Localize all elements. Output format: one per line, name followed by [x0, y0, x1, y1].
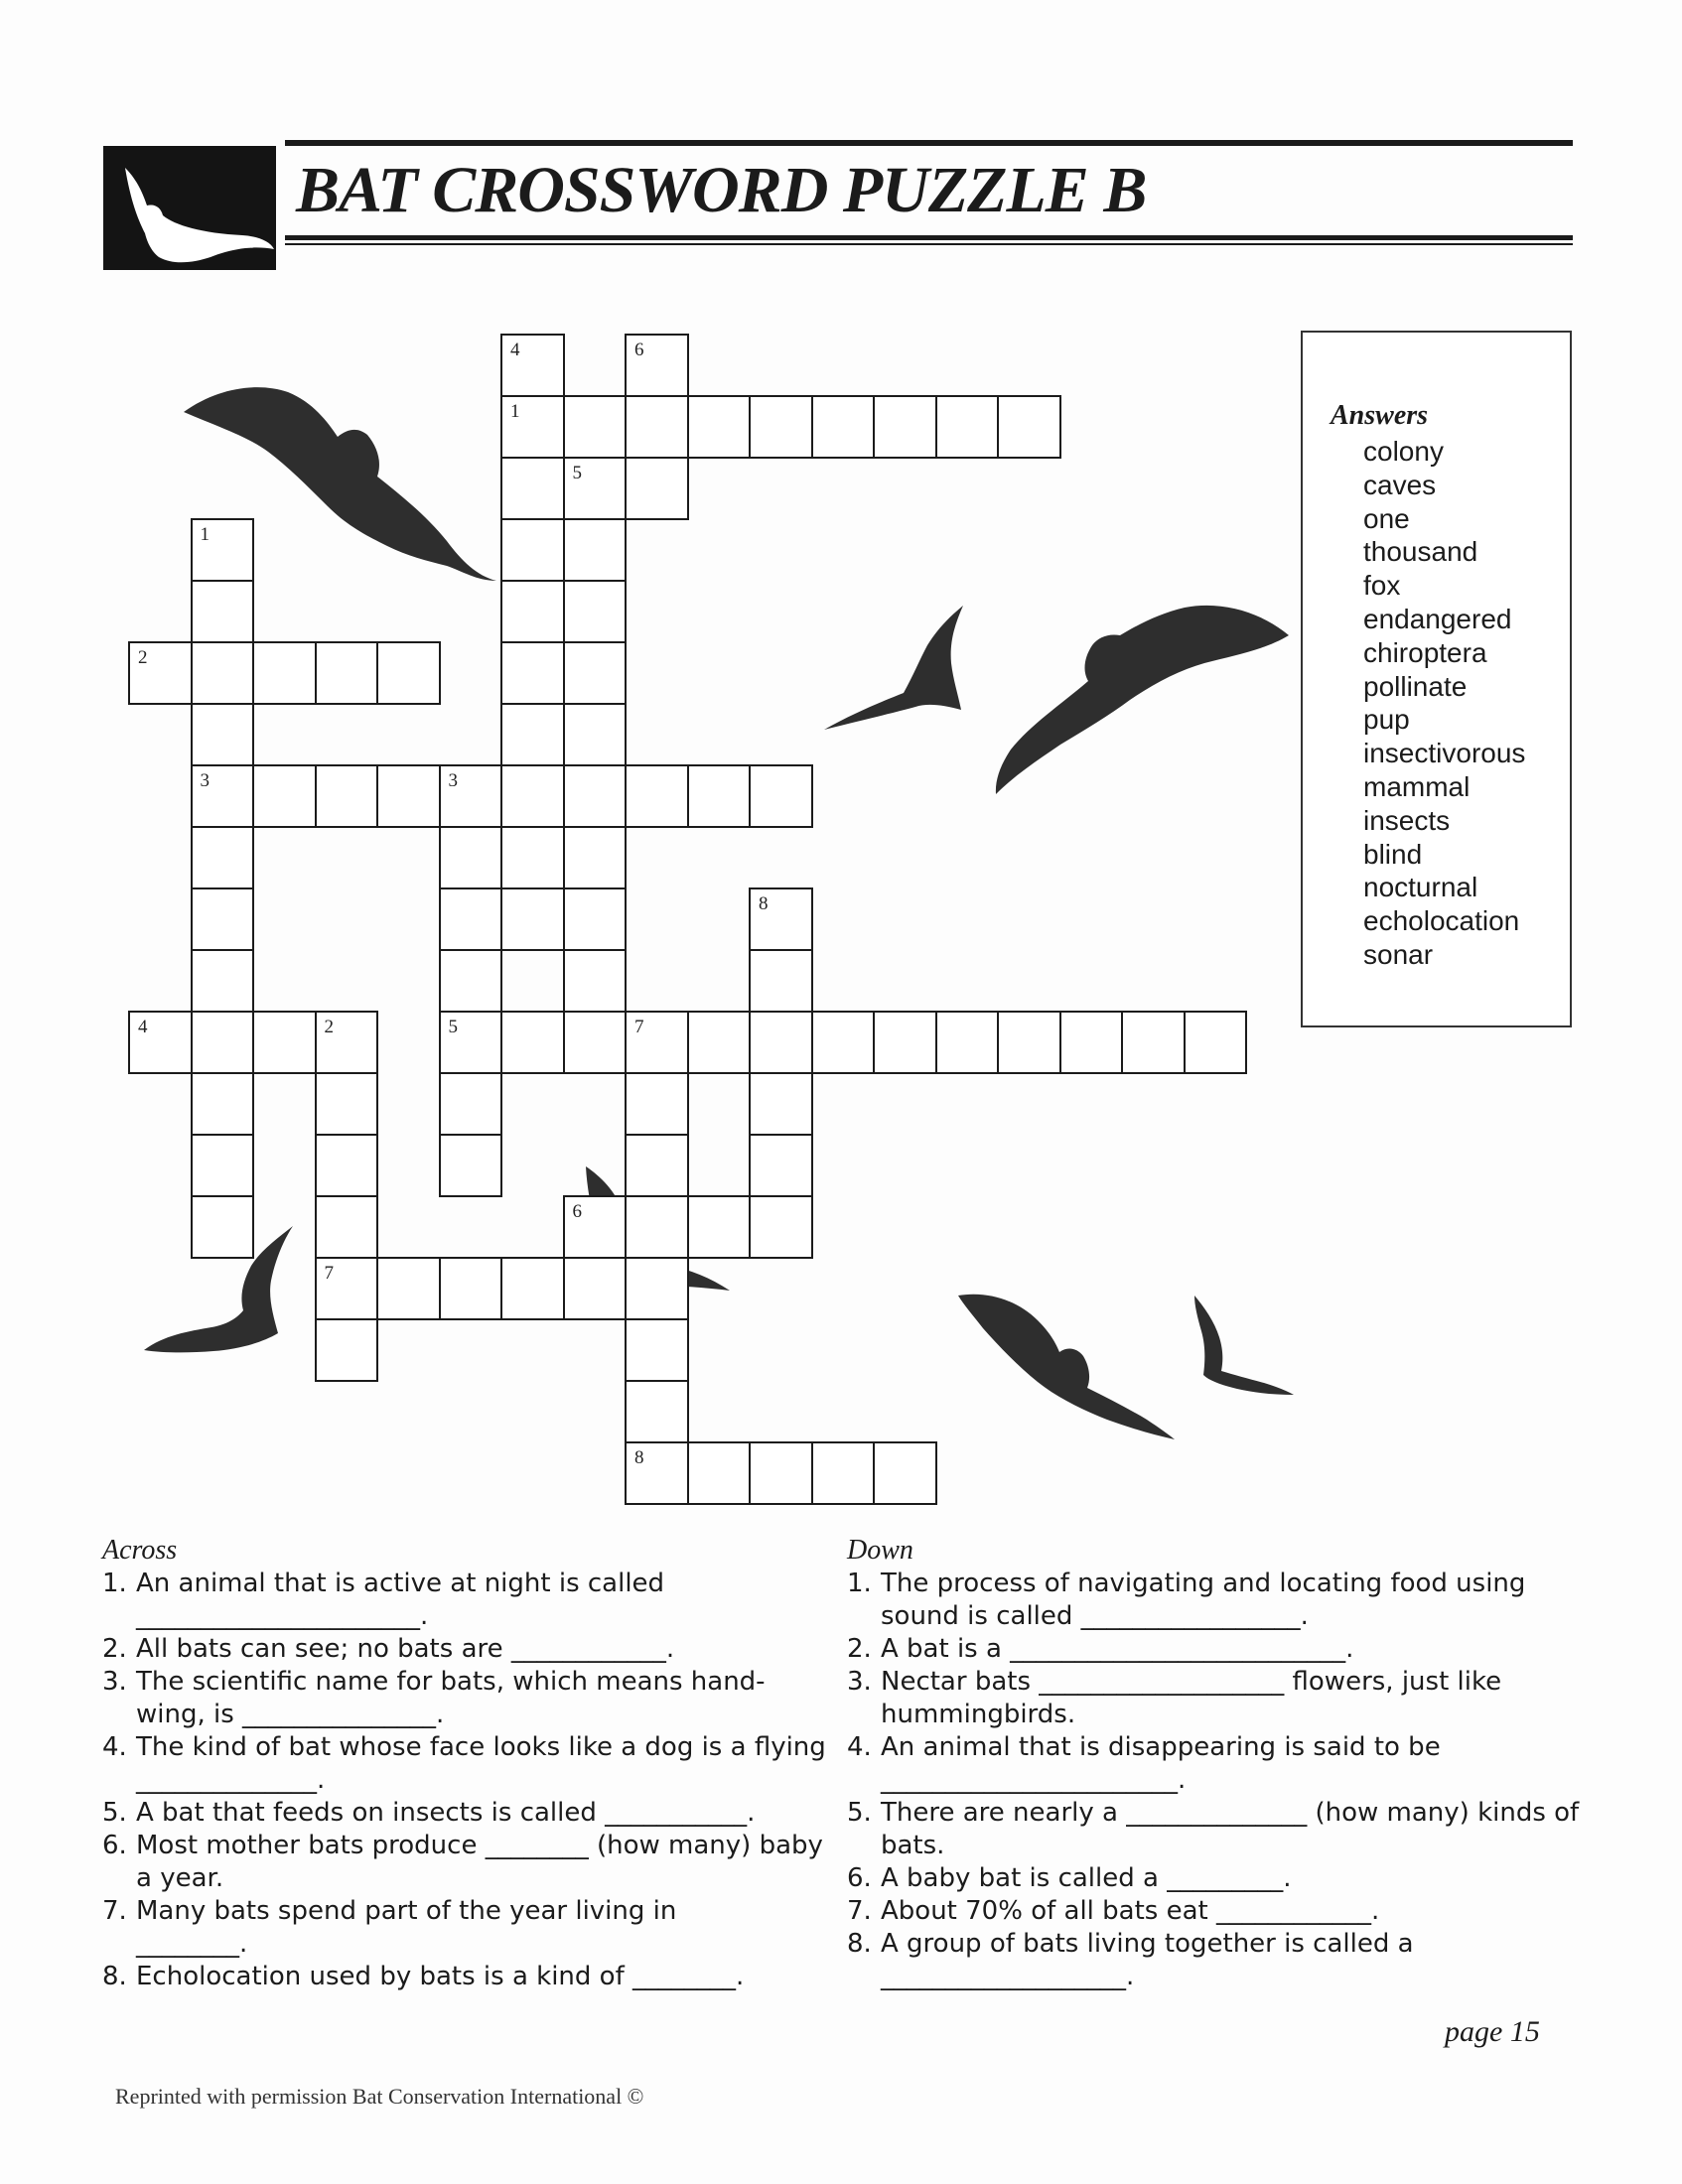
grid-cell[interactable]: [687, 1195, 752, 1259]
grid-cell[interactable]: [500, 334, 565, 397]
across-heading: Across: [102, 1535, 178, 1566]
grid-cell[interactable]: [191, 764, 255, 828]
grid-cell[interactable]: [749, 764, 813, 828]
down-clue: [847, 1928, 1582, 1993]
clue-number: 6.: [847, 1863, 872, 1893]
down-clue-list: [847, 1568, 1588, 1993]
answer-word: fox: [1363, 570, 1401, 602]
grid-cell[interactable]: [191, 1195, 255, 1259]
down-clue: [847, 1568, 1582, 1633]
grid-cell[interactable]: [315, 764, 379, 828]
grid-cell[interactable]: [439, 826, 503, 889]
grid-cell[interactable]: [749, 395, 813, 459]
clue-number: 3.: [847, 1667, 872, 1697]
grid-cell[interactable]: [439, 949, 503, 1013]
grid-cell[interactable]: [997, 1011, 1061, 1074]
down-heading: Down: [847, 1535, 913, 1566]
grid-cell[interactable]: [625, 395, 689, 459]
grid-cell[interactable]: [439, 1257, 503, 1320]
clue-text: A group of bats living together is called a ___________________.: [881, 1929, 1414, 1991]
answer-word: mammal: [1363, 770, 1471, 802]
grid-cell[interactable]: [500, 1011, 565, 1074]
grid-cell[interactable]: [439, 1011, 503, 1074]
grid-cell[interactable]: [128, 641, 193, 705]
grid-cell[interactable]: [500, 641, 565, 705]
grid-cell[interactable]: [563, 395, 628, 459]
clue-text: Nectar bats ___________________ flowers, just like hummingbirds.: [881, 1667, 1510, 1729]
grid-cell-number: 7: [634, 1017, 644, 1037]
clue-text: An animal that is disappearing is said to be _______________________.: [881, 1732, 1441, 1795]
grid-cell[interactable]: [315, 641, 379, 705]
down-clue: [847, 1895, 1582, 1928]
grid-cell[interactable]: [439, 1072, 503, 1136]
grid-cell[interactable]: [376, 764, 441, 828]
across-clue: [102, 1568, 827, 1633]
grid-cell[interactable]: [749, 1072, 813, 1136]
answer-word: chiroptera: [1363, 636, 1487, 668]
clue-number: 7.: [847, 1896, 872, 1926]
grid-cell-number: 4: [510, 340, 520, 360]
grid-cell[interactable]: [749, 949, 813, 1013]
clue-text: A bat is a __________________________.: [881, 1634, 1354, 1664]
grid-cell[interactable]: [252, 1011, 317, 1074]
answer-word: sonar: [1363, 938, 1434, 970]
grid-cell[interactable]: [935, 1011, 1000, 1074]
grid-cell[interactable]: [191, 518, 255, 582]
answers-heading: Answers: [1331, 400, 1429, 431]
grid-cell[interactable]: [1059, 1011, 1124, 1074]
page-title: BAT CROSSWORD PUZZLE B: [296, 154, 1147, 226]
grid-cell-number: 7: [324, 1263, 334, 1284]
answer-word: pup: [1363, 704, 1410, 736]
grid-cell[interactable]: [563, 457, 628, 520]
down-clue: [847, 1666, 1582, 1731]
across-clue-list: [102, 1568, 835, 1993]
grid-cell[interactable]: [625, 1380, 689, 1443]
grid-cell-number: 2: [324, 1017, 334, 1037]
grid-cell[interactable]: [563, 703, 628, 766]
grid-cell[interactable]: [500, 1257, 565, 1320]
grid-cell[interactable]: [749, 1011, 813, 1074]
grid-cell[interactable]: [563, 641, 628, 705]
grid-cell-number: 3: [448, 770, 458, 791]
grid-cell[interactable]: [191, 826, 255, 889]
clue-text: The scientific name for bats, which means hand-wing, is _______________.: [136, 1667, 766, 1729]
clue-text: An animal that is active at night is called ______________________.: [136, 1569, 665, 1631]
grid-cell[interactable]: [625, 334, 689, 397]
grid-cell[interactable]: [252, 641, 317, 705]
grid-cell-number: 5: [448, 1017, 458, 1037]
answer-word: blind: [1363, 838, 1423, 870]
clue-text: About 70% of all bats eat ____________.: [881, 1896, 1380, 1926]
grid-cell[interactable]: [873, 1011, 937, 1074]
grid-cell-number: 6: [572, 1201, 582, 1222]
grid-cell[interactable]: [625, 457, 689, 520]
grid-cell[interactable]: [625, 1441, 689, 1505]
grid-cell[interactable]: [500, 395, 565, 459]
clue-number: 5.: [102, 1798, 127, 1828]
down-clue: [847, 1797, 1588, 1862]
answer-word: caves: [1363, 469, 1437, 500]
grid-cell[interactable]: [500, 826, 565, 889]
grid-cell[interactable]: [625, 1011, 689, 1074]
clue-number: 6.: [102, 1831, 127, 1860]
answer-word: insects: [1363, 804, 1451, 836]
grid-cell[interactable]: [315, 1011, 379, 1074]
grid-cell-number: 2: [138, 647, 148, 668]
grid-cell[interactable]: [687, 395, 752, 459]
answers-list: [1363, 435, 1525, 972]
answer-word: thousand: [1363, 536, 1478, 568]
grid-cell[interactable]: [563, 949, 628, 1013]
clue-number: 4.: [102, 1732, 127, 1762]
grid-cell[interactable]: [315, 1134, 379, 1197]
grid-cell[interactable]: [128, 1011, 193, 1074]
across-clue: [102, 1633, 827, 1666]
down-clue: [847, 1862, 1582, 1895]
grid-cell[interactable]: [1121, 1011, 1186, 1074]
grid-cell[interactable]: [563, 826, 628, 889]
grid-cell[interactable]: [687, 1011, 752, 1074]
grid-cell[interactable]: [500, 887, 565, 951]
answer-word: colony: [1363, 436, 1444, 467]
clue-text: Echolocation used by bats is a kind of ________.: [136, 1962, 745, 1991]
grid-cell[interactable]: [191, 580, 255, 643]
grid-cell-number: 6: [634, 340, 644, 360]
clue-text: Many bats spend part of the year living in ________.: [136, 1896, 677, 1959]
grid-cell[interactable]: [811, 1011, 876, 1074]
answer-word: insectivorous: [1363, 738, 1526, 769]
grid-cell[interactable]: [563, 580, 628, 643]
grid-cell[interactable]: [687, 1441, 752, 1505]
grid-cell-number: 5: [572, 463, 582, 483]
grid-cell[interactable]: [315, 1257, 379, 1320]
down-clue: [847, 1731, 1582, 1797]
grid-cell[interactable]: [191, 949, 255, 1013]
clue-number: 5.: [847, 1798, 872, 1828]
grid-cell[interactable]: [439, 764, 503, 828]
grid-cell[interactable]: [439, 887, 503, 951]
grid-cell[interactable]: [191, 887, 255, 951]
grid-cell[interactable]: [625, 764, 689, 828]
grid-cell[interactable]: [563, 1011, 628, 1074]
grid-cell[interactable]: [191, 703, 255, 766]
across-clue: [102, 1895, 827, 1961]
grid-cell[interactable]: [811, 395, 876, 459]
credit-line: Reprinted with permission Bat Conservation International ©: [115, 2084, 644, 2109]
grid-cell-number: 3: [200, 770, 210, 791]
clue-text: The process of navigating and locating food using sound is called _________________.: [881, 1569, 1534, 1631]
answer-word: one: [1363, 502, 1410, 534]
answer-word: pollinate: [1363, 670, 1468, 702]
down-clue: [847, 1633, 1582, 1666]
grid-cell[interactable]: [500, 703, 565, 766]
grid-cell[interactable]: [376, 641, 441, 705]
grid-cell-number: 8: [634, 1447, 644, 1468]
grid-cell[interactable]: [315, 1318, 379, 1382]
grid-cell[interactable]: [315, 1072, 379, 1136]
grid-cell[interactable]: [625, 1257, 689, 1320]
answer-word: endangered: [1363, 603, 1512, 634]
grid-cell[interactable]: [252, 764, 317, 828]
grid-cell[interactable]: [315, 1195, 379, 1259]
across-clue: [102, 1797, 827, 1830]
grid-cell[interactable]: [500, 764, 565, 828]
grid-cell-number: 8: [759, 893, 769, 914]
clue-number: 1.: [847, 1569, 872, 1598]
grid-cell[interactable]: [625, 1134, 689, 1197]
grid-cell[interactable]: [500, 518, 565, 582]
grid-cell[interactable]: [625, 1195, 689, 1259]
grid-cell[interactable]: [811, 1441, 876, 1505]
grid-cell[interactable]: [563, 764, 628, 828]
grid-cell[interactable]: [191, 1134, 255, 1197]
grid-cell[interactable]: [563, 1195, 628, 1259]
grid-cell[interactable]: [687, 764, 752, 828]
grid-cell[interactable]: [935, 395, 1000, 459]
clue-number: 7.: [102, 1896, 127, 1926]
grid-cell[interactable]: [749, 1134, 813, 1197]
page-number: page 15: [1445, 2015, 1540, 2048]
answer-word: nocturnal: [1363, 872, 1478, 903]
across-clue: [102, 1830, 832, 1895]
grid-cell[interactable]: [625, 1318, 689, 1382]
clue-number: 4.: [847, 1732, 872, 1762]
grid-cell[interactable]: [625, 1072, 689, 1136]
grid-cell-number: 1: [510, 401, 520, 422]
grid-cell[interactable]: [563, 518, 628, 582]
grid-cell[interactable]: [873, 1441, 937, 1505]
clue-text: There are nearly a ______________ (how many) kinds of bats.: [881, 1798, 1588, 1860]
grid-cell[interactable]: [563, 887, 628, 951]
grid-cell-number: 1: [200, 524, 210, 545]
grid-cell[interactable]: [500, 580, 565, 643]
grid-cell[interactable]: [1184, 1011, 1248, 1074]
clue-text: A baby bat is called a _________.: [881, 1863, 1292, 1893]
grid-cell[interactable]: [439, 1134, 503, 1197]
grid-cell[interactable]: [500, 457, 565, 520]
clue-number: 2.: [847, 1634, 872, 1664]
clue-text: The kind of bat whose face looks like a dog is a flying ______________.: [136, 1732, 835, 1795]
across-clue: [102, 1731, 835, 1797]
grid-cell-number: 4: [138, 1017, 148, 1037]
clue-number: 3.: [102, 1667, 127, 1697]
grid-cell[interactable]: [191, 641, 255, 705]
across-clue: [102, 1666, 827, 1731]
clue-number: 1.: [102, 1569, 127, 1598]
clue-number: 2.: [102, 1634, 127, 1664]
grid-cell[interactable]: [191, 1011, 255, 1074]
grid-cell[interactable]: [997, 395, 1061, 459]
grid-cell[interactable]: [873, 395, 937, 459]
clue-number: 8.: [847, 1929, 872, 1959]
grid-cell[interactable]: [749, 1441, 813, 1505]
answer-word: echolocation: [1363, 905, 1520, 937]
clue-text: All bats can see; no bats are ____________.: [136, 1634, 675, 1664]
across-clue: [102, 1961, 827, 1993]
grid-cell[interactable]: [376, 1257, 441, 1320]
grid-cell[interactable]: [749, 887, 813, 951]
grid-cell[interactable]: [563, 1257, 628, 1320]
clue-text: A bat that feeds on insects is called ___________.: [136, 1798, 756, 1828]
grid-cell[interactable]: [191, 1072, 255, 1136]
clue-text: Most mother bats produce ________ (how many) baby a year.: [136, 1831, 832, 1893]
grid-cell[interactable]: [749, 1195, 813, 1259]
clue-number: 8.: [102, 1962, 127, 1991]
